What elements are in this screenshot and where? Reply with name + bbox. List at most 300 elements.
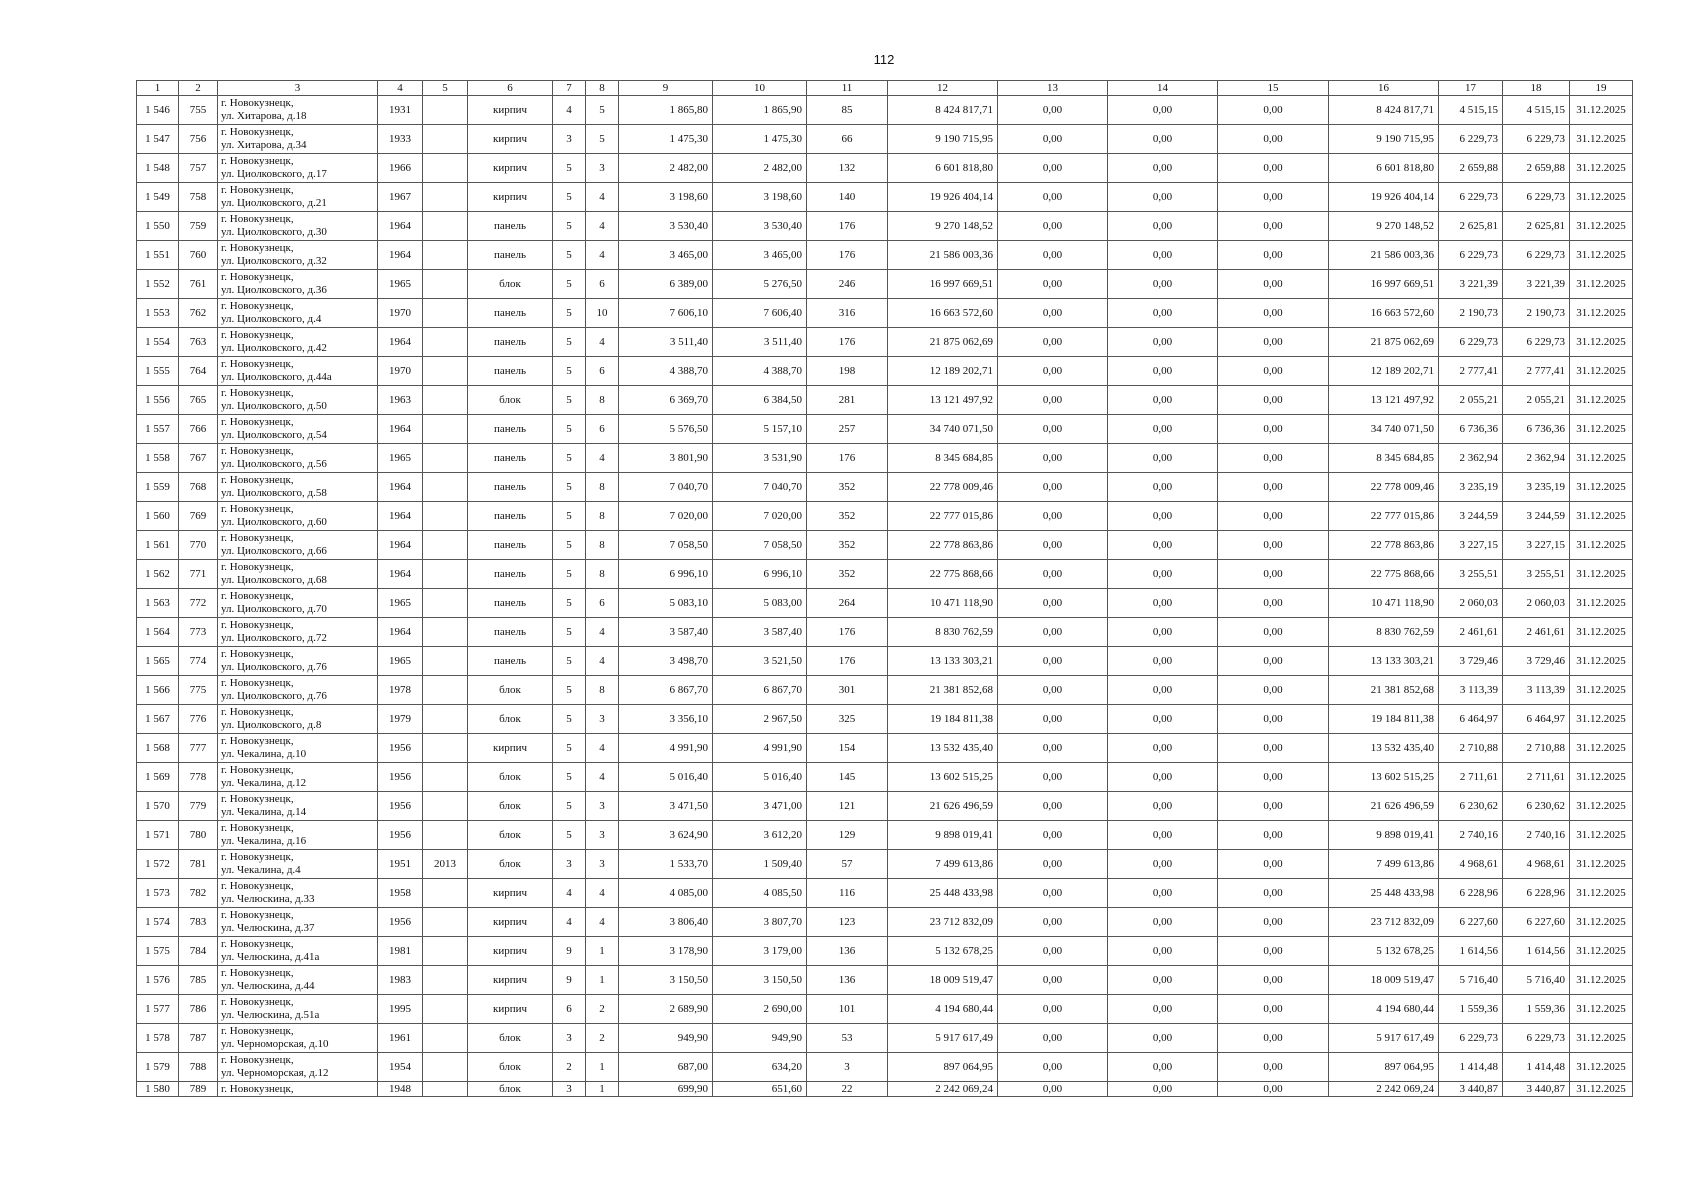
table-cell: 3 255,51 (1503, 560, 1570, 589)
table-cell: 6 228,96 (1503, 879, 1570, 908)
table-cell (423, 763, 468, 792)
table-cell: 31.12.2025 (1570, 415, 1633, 444)
table-cell: 31.12.2025 (1570, 705, 1633, 734)
table-cell: 4 085,50 (713, 879, 807, 908)
table-cell: 0,00 (1108, 763, 1218, 792)
table-cell: 5 157,10 (713, 415, 807, 444)
table-cell: 6 (553, 995, 586, 1024)
table-cell: 1956 (378, 763, 423, 792)
table-cell: 6 229,73 (1503, 183, 1570, 212)
table-cell: 0,00 (1218, 995, 1329, 1024)
table-cell: 1956 (378, 734, 423, 763)
table-cell: 9 (553, 937, 586, 966)
table-cell: 766 (179, 415, 218, 444)
table-cell: 21 875 062,69 (1329, 328, 1439, 357)
table-cell: 4 991,90 (713, 734, 807, 763)
table-cell: 1 414,48 (1439, 1053, 1503, 1082)
column-header: 5 (423, 81, 468, 96)
table-cell: 897 064,95 (888, 1053, 998, 1082)
table-cell: кирпич (468, 937, 553, 966)
table-cell: 6 229,73 (1503, 1024, 1570, 1053)
table-cell: 1963 (378, 386, 423, 415)
table-cell: 101 (807, 995, 888, 1024)
table-cell: 776 (179, 705, 218, 734)
table-cell: 780 (179, 821, 218, 850)
table-cell (423, 357, 468, 386)
table-cell: 1964 (378, 502, 423, 531)
table-cell: 3 255,51 (1439, 560, 1503, 589)
table-cell: 0,00 (1108, 560, 1218, 589)
table-cell: 2013 (423, 850, 468, 879)
table-cell: 176 (807, 241, 888, 270)
table-cell: панель (468, 618, 553, 647)
table-cell: 3 807,70 (713, 908, 807, 937)
table-cell: 1 558 (137, 444, 179, 473)
table-cell: 787 (179, 1024, 218, 1053)
table-cell: 3 244,59 (1503, 502, 1570, 531)
table-cell: 0,00 (1218, 328, 1329, 357)
table-cell: 19 184 811,38 (888, 705, 998, 734)
table-cell: панель (468, 357, 553, 386)
table-cell: 765 (179, 386, 218, 415)
table-cell: 1964 (378, 560, 423, 589)
table-cell: 5 (553, 821, 586, 850)
table-row (137, 647, 1633, 676)
table-cell: 0,00 (1218, 647, 1329, 676)
table-cell: 2 777,41 (1439, 357, 1503, 386)
table-cell: 4 (586, 879, 619, 908)
table-cell: 3 587,40 (619, 618, 713, 647)
table-cell (423, 96, 468, 125)
table-cell: 2 625,81 (1439, 212, 1503, 241)
table-cell: 6 229,73 (1439, 328, 1503, 357)
table-cell: 0,00 (998, 850, 1108, 879)
table-cell: 25 448 433,98 (888, 879, 998, 908)
table-cell: 1 554 (137, 328, 179, 357)
table-cell: 85 (807, 96, 888, 125)
table-cell: 0,00 (998, 357, 1108, 386)
table-row (137, 502, 1633, 531)
table-cell: 0,00 (1218, 1024, 1329, 1053)
table-cell: 949,90 (619, 1024, 713, 1053)
table-cell: 31.12.2025 (1570, 154, 1633, 183)
table-cell: 31.12.2025 (1570, 618, 1633, 647)
table-cell: 2 (553, 1053, 586, 1082)
table-cell: 1 533,70 (619, 850, 713, 879)
table-cell: 1 555 (137, 357, 179, 386)
table-cell: 31.12.2025 (1570, 850, 1633, 879)
table-cell: 176 (807, 618, 888, 647)
table-cell: 1964 (378, 473, 423, 502)
table-cell: г. Новокузнецк, ул. Чекалина, д.4 (218, 850, 378, 879)
table-cell: 1 567 (137, 705, 179, 734)
table-cell: 1981 (378, 937, 423, 966)
table-cell: 0,00 (998, 734, 1108, 763)
table-cell: 34 740 071,50 (888, 415, 998, 444)
table-cell: 0,00 (1108, 473, 1218, 502)
table-cell: 778 (179, 763, 218, 792)
column-header: 13 (998, 81, 1108, 96)
table-cell: 3 498,70 (619, 647, 713, 676)
table-cell: 758 (179, 183, 218, 212)
table-cell: 5 (553, 792, 586, 821)
table-cell: кирпич (468, 995, 553, 1024)
table-cell: 1 552 (137, 270, 179, 299)
table-cell: 1 565 (137, 647, 179, 676)
table-cell: 1964 (378, 212, 423, 241)
table-cell: 8 424 817,71 (1329, 96, 1439, 125)
table-cell: 7 499 613,86 (1329, 850, 1439, 879)
table-cell: 31.12.2025 (1570, 125, 1633, 154)
table-cell: 0,00 (998, 125, 1108, 154)
table-cell: 8 (586, 502, 619, 531)
table-cell: 6 464,97 (1503, 705, 1570, 734)
table-cell: 0,00 (1218, 1082, 1329, 1097)
table-cell: 3 465,00 (619, 241, 713, 270)
table-cell: 13 121 497,92 (1329, 386, 1439, 415)
table-cell: 4 (586, 212, 619, 241)
table-cell: 3 531,90 (713, 444, 807, 473)
table-cell: 0,00 (1108, 212, 1218, 241)
table-cell (423, 879, 468, 908)
table-cell: 31.12.2025 (1570, 560, 1633, 589)
table-cell: блок (468, 821, 553, 850)
table-cell: 6 229,73 (1503, 125, 1570, 154)
table-cell: 0,00 (998, 676, 1108, 705)
table-cell: блок (468, 850, 553, 879)
table-row (137, 705, 1633, 734)
table-cell: 760 (179, 241, 218, 270)
table-cell: 8 345 684,85 (1329, 444, 1439, 473)
table-cell: 3 113,39 (1503, 676, 1570, 705)
table-row (137, 995, 1633, 1024)
table-cell: 16 997 669,51 (888, 270, 998, 299)
table-cell: 0,00 (1108, 386, 1218, 415)
table-cell: 0,00 (1218, 183, 1329, 212)
table-cell: 1 577 (137, 995, 179, 1024)
table-cell: 0,00 (1108, 299, 1218, 328)
table-cell: 1 865,90 (713, 96, 807, 125)
table-cell (423, 821, 468, 850)
table-cell: 23 712 832,09 (1329, 908, 1439, 937)
table-cell: 3 244,59 (1439, 502, 1503, 531)
table-cell: 8 424 817,71 (888, 96, 998, 125)
table-cell: панель (468, 473, 553, 502)
table-cell: 1 509,40 (713, 850, 807, 879)
table-cell: г. Новокузнецк, ул. Циолковского, д.30 (218, 212, 378, 241)
table-cell: 5 (553, 154, 586, 183)
table-cell: 2 362,94 (1439, 444, 1503, 473)
table-cell: 759 (179, 212, 218, 241)
table-cell: 352 (807, 531, 888, 560)
table-cell: 31.12.2025 (1570, 763, 1633, 792)
table-row (137, 908, 1633, 937)
table-cell: 0,00 (1218, 386, 1329, 415)
column-number-header (137, 81, 1633, 96)
table-cell: 4 (553, 908, 586, 937)
table-cell: 6 601 818,80 (1329, 154, 1439, 183)
table-cell: 2 740,16 (1503, 821, 1570, 850)
table-cell: 19 926 404,14 (1329, 183, 1439, 212)
table-cell: 4 194 680,44 (1329, 995, 1439, 1024)
table-cell: г. Новокузнецк, ул. Циолковского, д.54 (218, 415, 378, 444)
table-body (137, 96, 1633, 1097)
column-header: 1 (137, 81, 179, 96)
table-cell: 0,00 (1108, 850, 1218, 879)
table-cell: 0,00 (1108, 676, 1218, 705)
table-cell: 3 (807, 1053, 888, 1082)
table-cell: 5 917 617,49 (1329, 1024, 1439, 1053)
table-cell: 4 (586, 618, 619, 647)
column-header: 11 (807, 81, 888, 96)
table-cell: 7 606,40 (713, 299, 807, 328)
table-cell: 0,00 (998, 154, 1108, 183)
table-cell (423, 125, 468, 154)
column-header: 17 (1439, 81, 1503, 96)
table-cell: 25 448 433,98 (1329, 879, 1439, 908)
table-cell: 4 388,70 (619, 357, 713, 386)
table-cell (423, 908, 468, 937)
table-cell: 1 414,48 (1503, 1053, 1570, 1082)
table-cell: 4 (553, 879, 586, 908)
table-cell: 3 227,15 (1439, 531, 1503, 560)
table-cell: 0,00 (998, 763, 1108, 792)
table-cell: 1966 (378, 154, 423, 183)
table-cell: 5 016,40 (619, 763, 713, 792)
table-cell: г. Новокузнецк, ул. Черноморская, д.10 (218, 1024, 378, 1053)
table-cell: 3 235,19 (1503, 473, 1570, 502)
table-cell: 4 (586, 908, 619, 937)
table-cell: 7 020,00 (713, 502, 807, 531)
table-cell: 31.12.2025 (1570, 937, 1633, 966)
table-cell: 2 (586, 995, 619, 1024)
table-cell: 4 194 680,44 (888, 995, 998, 1024)
table-cell: 3 178,90 (619, 937, 713, 966)
table-cell: 7 040,70 (713, 473, 807, 502)
table-cell: 31.12.2025 (1570, 1053, 1633, 1082)
table-cell: 0,00 (998, 966, 1108, 995)
table-cell: 1 (586, 1082, 619, 1097)
table-cell: 5 716,40 (1439, 966, 1503, 995)
table-cell: 8 (586, 560, 619, 589)
table-cell: 1 575 (137, 937, 179, 966)
table-cell: 781 (179, 850, 218, 879)
table-cell: 772 (179, 589, 218, 618)
table-cell: 5 (553, 241, 586, 270)
table-cell: 0,00 (1108, 270, 1218, 299)
column-header: 8 (586, 81, 619, 96)
table-cell: 264 (807, 589, 888, 618)
table-row (137, 850, 1633, 879)
table-cell: 0,00 (998, 1053, 1108, 1082)
table-cell: г. Новокузнецк, ул. Циолковского, д.56 (218, 444, 378, 473)
table-cell: 1 564 (137, 618, 179, 647)
table-cell: 21 626 496,59 (888, 792, 998, 821)
table-cell: 775 (179, 676, 218, 705)
table-cell: г. Новокузнецк, ул. Челюскина, д.41а (218, 937, 378, 966)
table-cell: 22 778 009,46 (1329, 473, 1439, 502)
table-cell: 5 (553, 415, 586, 444)
table-cell: 19 926 404,14 (888, 183, 998, 212)
table-cell: 1 (586, 1053, 619, 1082)
table-row (137, 241, 1633, 270)
table-cell: 1970 (378, 299, 423, 328)
table-cell: 4 085,00 (619, 879, 713, 908)
table-cell: 31.12.2025 (1570, 502, 1633, 531)
table-cell: 634,20 (713, 1053, 807, 1082)
table-cell: 53 (807, 1024, 888, 1053)
table-cell: 1 546 (137, 96, 179, 125)
table-cell: 3 587,40 (713, 618, 807, 647)
table-cell: 31.12.2025 (1570, 879, 1633, 908)
table-cell: 5 (586, 96, 619, 125)
table-cell: 0,00 (1218, 850, 1329, 879)
table-cell: 5 (553, 531, 586, 560)
table-cell: 145 (807, 763, 888, 792)
table-cell: 0,00 (1218, 96, 1329, 125)
table-cell: 19 184 811,38 (1329, 705, 1439, 734)
table-cell: 0,00 (998, 386, 1108, 415)
table-cell: 5 (553, 386, 586, 415)
table-cell: 154 (807, 734, 888, 763)
table-cell: 3 (553, 1082, 586, 1097)
table-cell: 3 511,40 (713, 328, 807, 357)
table-cell: 1 568 (137, 734, 179, 763)
table-cell: 31.12.2025 (1570, 531, 1633, 560)
table-cell: 2 777,41 (1503, 357, 1570, 386)
table-cell: блок (468, 792, 553, 821)
table-cell: 1 579 (137, 1053, 179, 1082)
table-cell (423, 995, 468, 1024)
table-row (137, 357, 1633, 386)
table-cell: г. Новокузнецк, ул. Циолковского, д.36 (218, 270, 378, 299)
table-cell: 2 710,88 (1503, 734, 1570, 763)
table-cell: 31.12.2025 (1570, 473, 1633, 502)
table-cell: 31.12.2025 (1570, 96, 1633, 125)
table-cell: г. Новокузнецк, ул. Чекалина, д.14 (218, 792, 378, 821)
table-cell: 0,00 (1218, 473, 1329, 502)
table-cell: 1 566 (137, 676, 179, 705)
table-cell: 3 150,50 (619, 966, 713, 995)
table-cell: 1 (586, 966, 619, 995)
table-cell: 8 830 762,59 (1329, 618, 1439, 647)
table-cell: 6 230,62 (1503, 792, 1570, 821)
table-cell: 5 (553, 212, 586, 241)
table-cell: 31.12.2025 (1570, 328, 1633, 357)
table-cell: 5 276,50 (713, 270, 807, 299)
table-cell: 1 865,80 (619, 96, 713, 125)
table-cell: 0,00 (1218, 792, 1329, 821)
table-cell: 9 190 715,95 (1329, 125, 1439, 154)
table-cell: 2 659,88 (1503, 154, 1570, 183)
table-cell: 4 (586, 734, 619, 763)
table-row (137, 444, 1633, 473)
table-cell: 1 550 (137, 212, 179, 241)
table-cell: 897 064,95 (1329, 1053, 1439, 1082)
table-cell: г. Новокузнецк, ул. Чекалина, д.12 (218, 763, 378, 792)
table-cell: 1 562 (137, 560, 179, 589)
table-row (137, 618, 1633, 647)
table-cell: 2 659,88 (1439, 154, 1503, 183)
table-cell: 1961 (378, 1024, 423, 1053)
table-cell: 21 381 852,68 (888, 676, 998, 705)
table-cell: 2 740,16 (1439, 821, 1503, 850)
table-cell: 757 (179, 154, 218, 183)
table-cell: 6 996,10 (713, 560, 807, 589)
table-cell: 1 563 (137, 589, 179, 618)
table-cell: 0,00 (998, 183, 1108, 212)
table-cell: 1956 (378, 821, 423, 850)
table-cell: 3 (586, 705, 619, 734)
table-cell: 1954 (378, 1053, 423, 1082)
table-cell: 1964 (378, 531, 423, 560)
table-cell: 768 (179, 473, 218, 502)
table-cell: 784 (179, 937, 218, 966)
table-cell: 6 227,60 (1439, 908, 1503, 937)
table-cell: 2 242 069,24 (888, 1082, 998, 1097)
column-header: 19 (1570, 81, 1633, 96)
table-cell: кирпич (468, 966, 553, 995)
table-cell (423, 473, 468, 502)
table-cell: 2 482,00 (619, 154, 713, 183)
table-cell: 6 (586, 589, 619, 618)
table-cell: 771 (179, 560, 218, 589)
table-cell (423, 415, 468, 444)
table-cell: 176 (807, 647, 888, 676)
table-cell: блок (468, 705, 553, 734)
table-cell: панель (468, 531, 553, 560)
table-cell: 3 530,40 (713, 212, 807, 241)
table-cell: 22 775 868,66 (1329, 560, 1439, 589)
table-cell: 1 559,36 (1503, 995, 1570, 1024)
table-cell: 3 (553, 850, 586, 879)
table-cell: 0,00 (1108, 328, 1218, 357)
table-cell: блок (468, 676, 553, 705)
table-cell: 0,00 (1218, 502, 1329, 531)
table-cell: 9 270 148,52 (1329, 212, 1439, 241)
table-cell: 3 440,87 (1439, 1082, 1503, 1097)
table-cell: 0,00 (1108, 1082, 1218, 1097)
table-cell: 176 (807, 444, 888, 473)
table-cell: 6 229,73 (1439, 125, 1503, 154)
table-cell: 4 (553, 96, 586, 125)
table-cell: 0,00 (998, 212, 1108, 241)
table-cell: 3 113,39 (1439, 676, 1503, 705)
table-cell: кирпич (468, 879, 553, 908)
table-cell: 7 499 613,86 (888, 850, 998, 879)
table-row (137, 386, 1633, 415)
table-cell (423, 1082, 468, 1097)
table-cell: 1 475,30 (619, 125, 713, 154)
table-cell: 0,00 (1218, 299, 1329, 328)
table-cell: 5 (553, 589, 586, 618)
table-cell: 116 (807, 879, 888, 908)
table-cell: 176 (807, 328, 888, 357)
table-cell: 4 991,90 (619, 734, 713, 763)
table-cell: 281 (807, 386, 888, 415)
table-cell: 0,00 (1218, 676, 1329, 705)
table-cell: 1970 (378, 357, 423, 386)
table-cell: 1 559 (137, 473, 179, 502)
table-cell: 13 133 303,21 (888, 647, 998, 676)
table-cell: г. Новокузнецк, ул. Челюскина, д.33 (218, 879, 378, 908)
table-cell: 0,00 (1218, 357, 1329, 386)
table-cell: 21 381 852,68 (1329, 676, 1439, 705)
table-cell: 1 560 (137, 502, 179, 531)
table-cell: 1 548 (137, 154, 179, 183)
table-cell: 0,00 (1218, 270, 1329, 299)
table-cell: 1 614,56 (1503, 937, 1570, 966)
